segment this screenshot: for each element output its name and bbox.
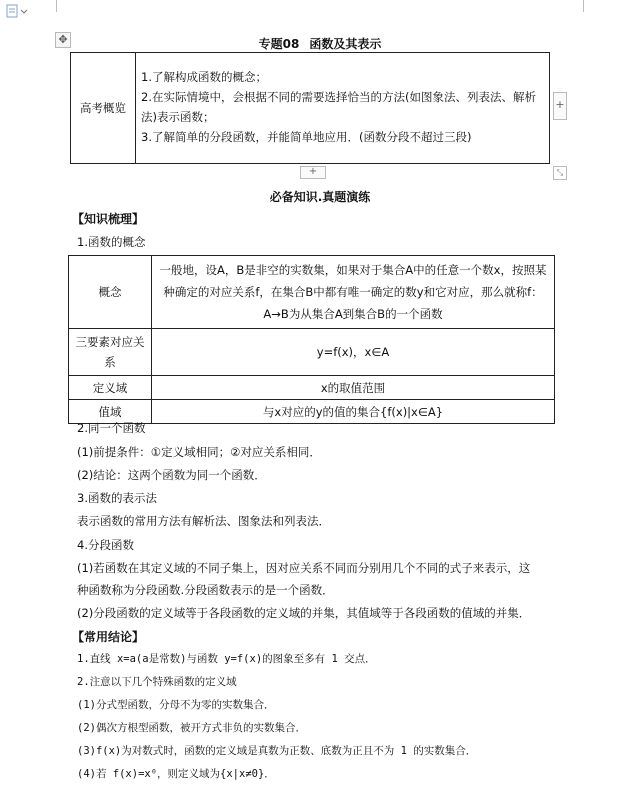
conclusion-item: (4)若 f(x)=x⁰，则定义域为{x|x≠0}． [77, 768, 275, 780]
overview-item: 1.了解构成函数的概念； [141, 70, 267, 84]
same-function-p1: (1)前提条件：①定义域相同；②对应关系相同． [77, 445, 321, 459]
conclusion-item: (3)f(x)为对数式时，函数的定义域是真数为正数、底数为正且不为 1 的实数集合． [77, 745, 477, 757]
concept-heading: 1.函数的概念 [77, 235, 146, 249]
piecewise-p1b: 种函数称为分段函数.分段函数表示的是一个函数． [77, 583, 334, 597]
conclusion-item: 1.直线 x=a(a是常数)与函数 y=f(x)的图象至多有 1 交点． [77, 653, 376, 665]
representation-heading: 3.函数的表示法 [77, 491, 157, 505]
overview-item: 3.了解简单的分段函数，并能简单地应用．(函数分段不超过三段) [141, 130, 472, 144]
overview-item: 2.在实际情境中，会根据不同的需要选择恰当的方法(如图象法、列表法、解析法)表示函数； [141, 90, 536, 124]
add-row-button[interactable]: + [300, 166, 326, 179]
representation-p1: 表示函数的常用方法有解析法、图象法和列表法． [77, 514, 330, 528]
conclusion-item: (2)偶次方根型函数，被开方式非负的实数集合． [77, 722, 306, 734]
range-label: 值域 [69, 400, 152, 424]
table-row [69, 256, 555, 329]
piecewise-p2: (2)分段函数的定义域等于各段函数的定义域的并集，其值域等于各段函数的值域的并集． [77, 606, 531, 620]
domain-content: x的取值范围 [152, 376, 555, 400]
add-column-button[interactable]: + [553, 92, 567, 120]
knowledge-heading: 【知识梳理】 [72, 212, 145, 226]
concept-table [68, 255, 555, 424]
page-edge-right [583, 0, 584, 12]
title-prefix: 专题08 [258, 37, 300, 51]
domain-label: 定义域 [69, 376, 152, 400]
resize-icon[interactable]: ⤡ [553, 166, 567, 180]
table-row [69, 329, 555, 376]
table-row [69, 376, 555, 400]
section-title: 必备知识.真题演练 [269, 190, 371, 204]
overview-table [70, 52, 550, 164]
conclusions-heading: 【常用结论】 [72, 630, 145, 644]
piecewise-heading: 4.分段函数 [77, 538, 134, 552]
concept-content: 一般地，设A，B是非空的实数集，如果对于集合A中的任意一个数x，按照某种确定的对应关系f，在集合B中都有唯一确定的数y和它对应，那么就称f：A→B为从集合A到集合B的一个函数 [152, 256, 555, 329]
concept-label: 概念 [69, 256, 152, 329]
same-function-heading: 2.同一个函数 [77, 421, 146, 435]
table-move-handle-icon[interactable]: ✥ [55, 32, 71, 48]
elements-content: y=f(x)，x∈A [152, 329, 555, 376]
range-content: 与x对应的y的值的集合{f(x)|x∈A} [152, 400, 555, 424]
piecewise-p1a: (1)若函数在其定义域的不同子集上，因对应关系不同而分别用几个不同的式子来表示，这 [77, 561, 531, 575]
conclusion-item: (1)分式型函数，分母不为零的实数集合． [77, 699, 275, 711]
page-edge-left [56, 0, 57, 12]
elements-label: 三要素对应关系 [69, 329, 152, 376]
same-function-p2: (2)结论：这两个函数为同一个函数． [77, 468, 266, 482]
conclusion-item: 2.注意以下几个特殊函数的定义域 [77, 676, 237, 688]
overview-content [136, 53, 550, 164]
document-title [0, 35, 640, 52]
title-name: 函数及其表示 [309, 37, 382, 51]
overview-label: 高考概览 [71, 53, 136, 164]
document-icon[interactable] [6, 4, 32, 18]
